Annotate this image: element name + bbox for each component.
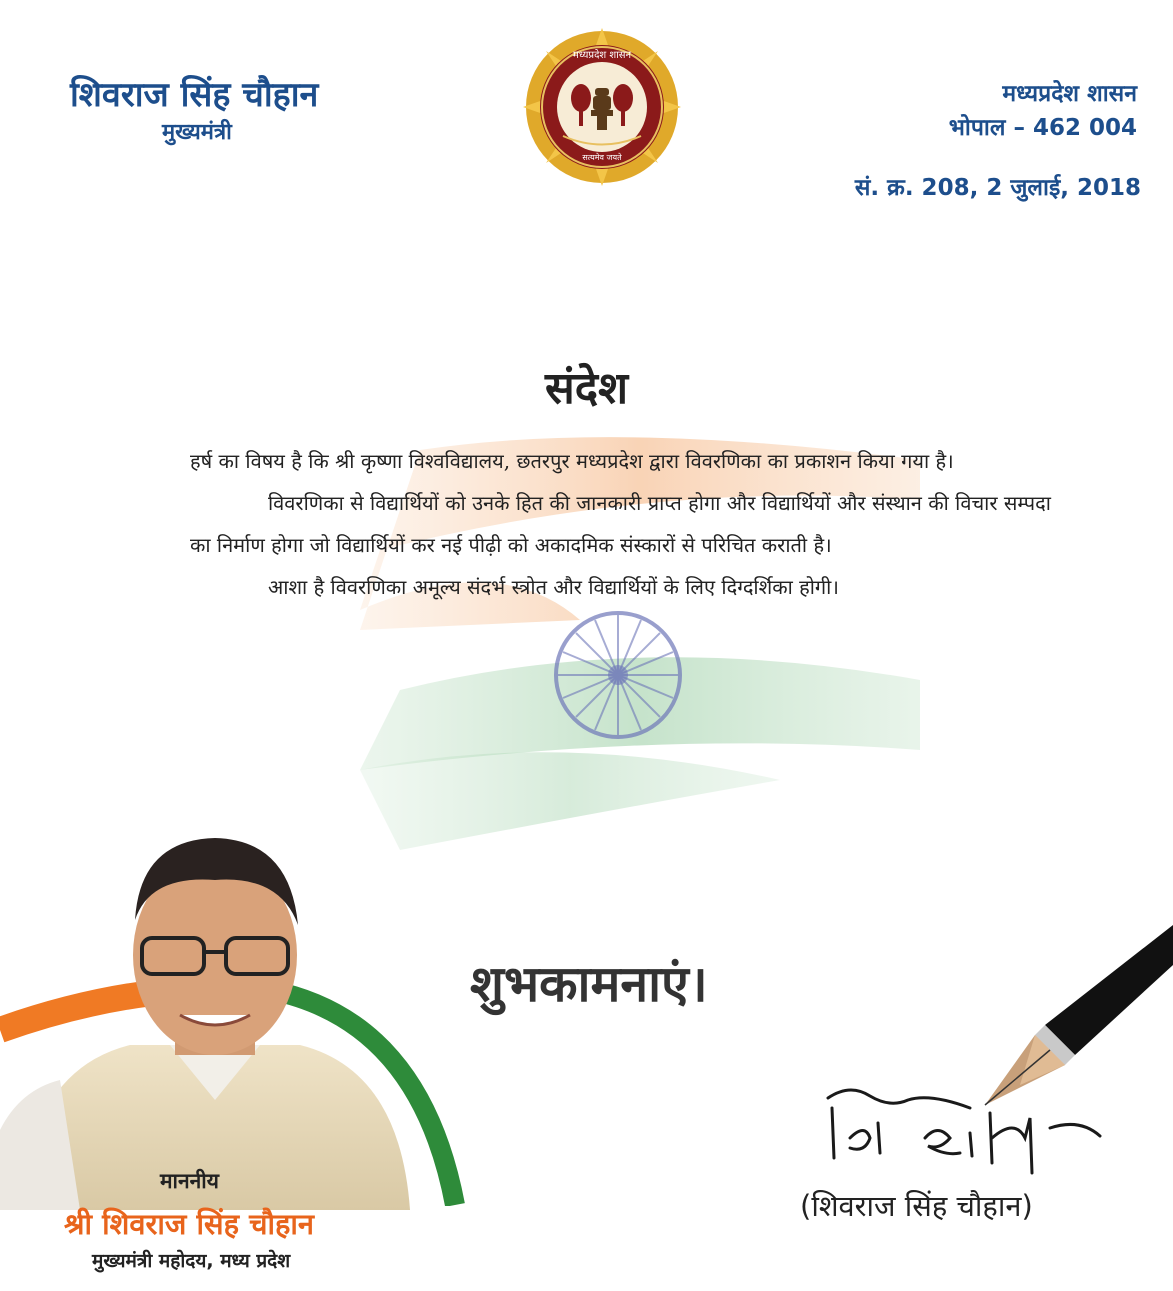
ashoka-chakra-icon xyxy=(556,613,680,737)
handwritten-signature xyxy=(820,1078,1120,1188)
greeting-text: शुभकामनाएं। xyxy=(470,955,708,1013)
message-paragraph: विवरणिका से विद्यार्थियों को उनके हित की जानकारी प्राप्त होगा और विद्यार्थियों और संस्थान की विचार सम्पदा का निर्माण होगा जो विद्यार्थियों कर नई पीढ़ी को अकादमिक संस्कारों से परिचित कराती है। xyxy=(190,491,1051,557)
message-title: संदेश xyxy=(544,363,629,414)
message-paragraph: हर्ष का विषय है कि श्री कृष्णा विश्वविद्यालय, छतरपुर मध्यप्रदेश द्वारा विवरणिका का प्रकाशन किया गया है। xyxy=(190,449,954,473)
mp-government-emblem xyxy=(523,28,681,186)
message-paragraph: आशा है विवरणिका अमूल्य संदर्भ स्त्रोत और विद्यार्थियों के लिए दिग्दर्शिका होगी। xyxy=(268,575,839,599)
header-government: मध्यप्रदेश शासन xyxy=(1002,81,1137,107)
emblem-motto: सत्यमेव जयते xyxy=(582,153,622,162)
header-role: मुख्यमंत्री xyxy=(162,120,232,145)
caption-honorific: माननीय xyxy=(160,1169,219,1193)
message-body xyxy=(190,440,1060,608)
emblem-ring-text: मध्यप्रदेश शासन xyxy=(572,50,632,61)
signatory-name: (शिवराज सिंह चौहान) xyxy=(800,1189,1033,1223)
caption-name: श्री शिवराज सिंह चौहान xyxy=(64,1207,315,1241)
green-stroke-lower xyxy=(360,752,780,850)
header-city: भोपाल – 462 004 xyxy=(948,115,1137,141)
header-reference-number: सं. क्र. 208, 2 जुलाई, 2018 xyxy=(854,175,1141,201)
header-name: शिवराज सिंह चौहान xyxy=(70,75,319,115)
chief-minister-portrait xyxy=(0,820,420,1210)
caption-designation: मुख्यमंत्री महोदय, मध्य प्रदेश xyxy=(92,1250,291,1272)
